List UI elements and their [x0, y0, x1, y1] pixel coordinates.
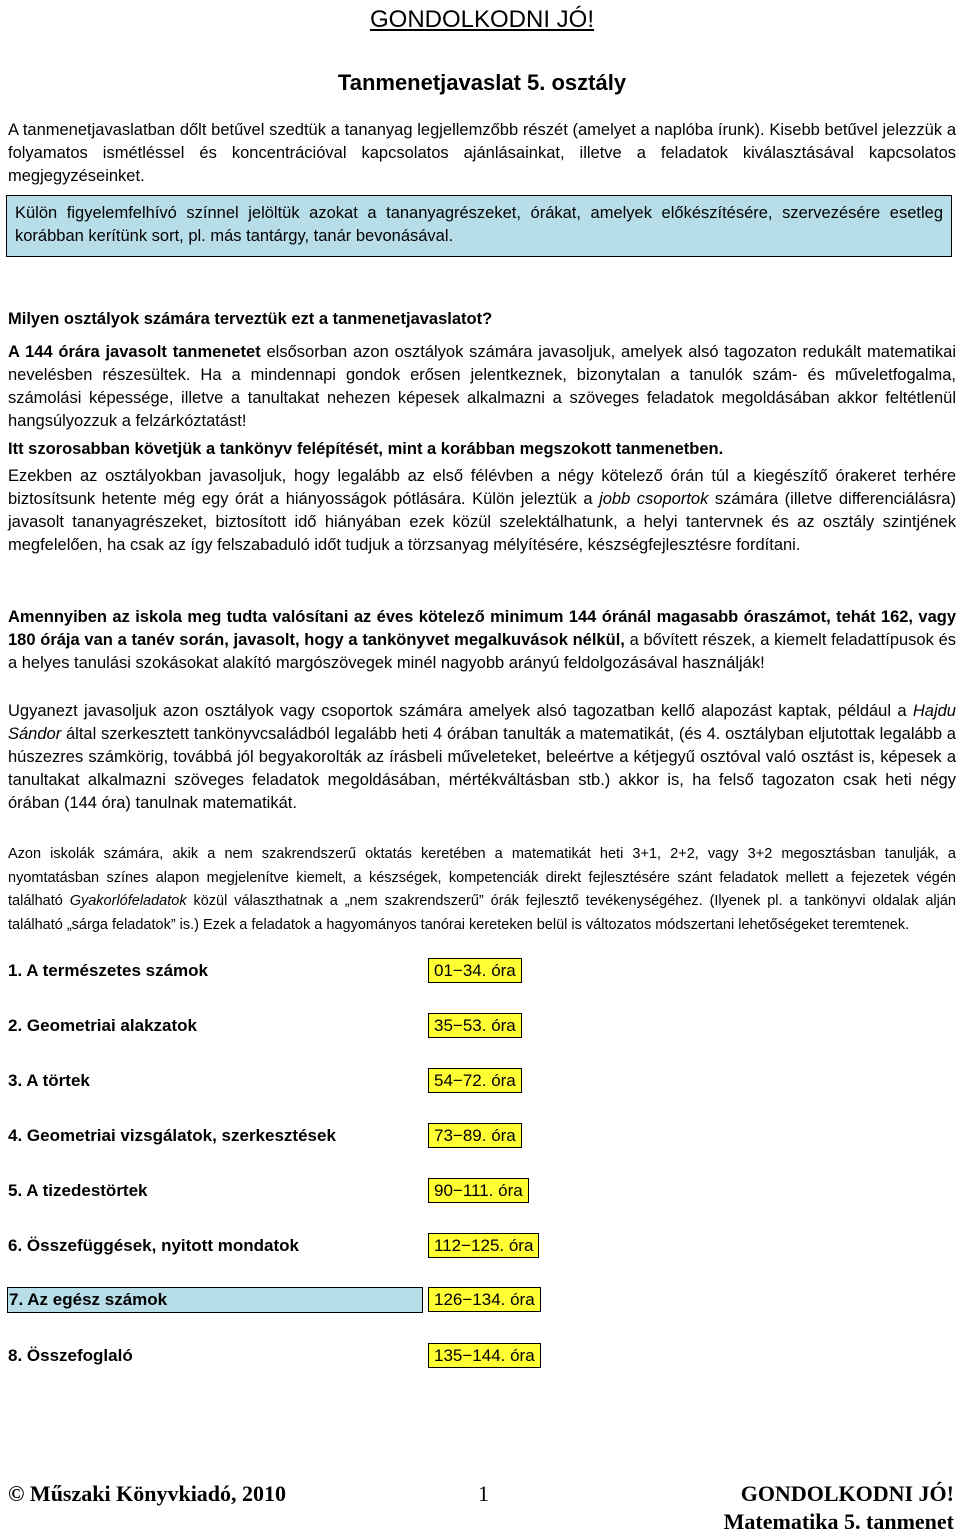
paragraph-bold-lead: A 144 órára javasolt tanmenetet: [8, 343, 261, 361]
paragraph-body: számára (illetve differenciálásra) javasolt tananyagrészeket, biztosított idő hiányában ezek közül szelektálhatunk, a helyi tantervnek és az osztály szintjének megfelelően, ha csak az így felszabaduló időt tudjuk a törzsanyag mélyítésére, készségfejlesztésre fordítani.: [8, 490, 956, 554]
document-title: GONDOLKODNI JÓ!: [369, 6, 595, 33]
page-number: 1: [478, 1481, 489, 1506]
chapter-row: [8, 1069, 608, 1093]
chapter-range: 35−53. óra: [428, 1013, 522, 1038]
chapter-range: 90−111. óra: [428, 1178, 529, 1203]
paragraph-body: a bővített részek, a kiemelt feladattípusok és a helyes tanulási szokásokat alakító margószövegek minél nagyobb arányú feldolgozásával használják!: [8, 631, 957, 672]
chapter-title: 3. A törtek: [8, 1071, 90, 1090]
footer-subject: Matematika 5. tanmenet: [723, 1509, 954, 1534]
chapter-title: 4. Geometriai vizsgálatok, szerkesztések: [8, 1126, 336, 1145]
chapter-row: [8, 1179, 608, 1203]
chapter-title: 1. A természetes számok: [8, 961, 209, 980]
chapter-row: [8, 1234, 608, 1258]
chapter-range: 73−89. óra: [428, 1123, 522, 1148]
paragraph-same-recommendation: [8, 700, 956, 815]
highlight-callout: [6, 195, 952, 257]
footer-publisher: © Műszaki Könyvkiadó, 2010: [8, 1481, 287, 1506]
italic-term: Hajdu Sándor: [8, 702, 956, 743]
footer-brand: [724, 1480, 954, 1536]
callout-text: Külön figyelemfelhívó színnel jelöltük azokat a tananyagrészeket, órákat, amelyek előkészítésére, szervezésére esetleg korábban kerítünk sort, pl. más tantárgy, tanár bevonásával.: [15, 204, 943, 245]
italic-term: jobb csoportok: [599, 490, 709, 508]
paragraph-body: Ezekben az osztályokban javasoljuk, hogy legalább az első félévben a négy kötelező órán túl a kiegészítő órakeret terhére biztosítsunk hetente még egy órát a hiányosságok pótlására. Külön jeleztük a: [8, 467, 956, 508]
paragraph-144-hours: [8, 341, 956, 433]
paragraph-body: által szerkesztett tankönyvcsaládból legalább heti 4 órában tanulták a matematikát, (és 4. osztályban eljutottak legalább a húszezres számkörig, továbbá jól begyakorolták az írásbeli műveleteket, beleértve a kétjegyű osztóval való osztást is, képesek a tanultakat alkalmazni szöveges feladatok megoldásában, mértékváltásban stb.) akkor is, ha felső tagozaton csak heti négy órában (144 óra) tanulnak matematikát.: [8, 725, 956, 812]
italic-term: Gyakorlófeladatok: [69, 893, 187, 909]
chapter-title: 8. Összefoglaló: [8, 1346, 133, 1365]
chapter-title: 2. Geometriai alakzatok: [8, 1016, 197, 1035]
chapter-row: [8, 1124, 608, 1148]
chapter-title: 5. A tizedestörtek: [8, 1181, 148, 1200]
document-subtitle: Tanmenetjavaslat 5. osztály: [337, 70, 627, 95]
paragraph-body: közül választhatnak a „nem szakrendszerű” órák fejlesztő tevékenységéhez. (Ilyenek pl. a tankönyvi oldalak alján található „sárga feladatok” is.) Ezek a feladatok a hagyományos tanórai kereteken belül is változatos módszertani lehetőségeket teremtenek.: [8, 893, 956, 933]
chapter-range: 01−34. óra: [428, 958, 522, 983]
chapter-row: [8, 959, 608, 983]
chapter-row-highlighted: [8, 1288, 608, 1312]
paragraph-body: Azon iskolák számára, akik a nem szakrendszerű oktatás keretében a matematikát heti 3+1, 2+2, vagy 3+2 megosztásban tanulják, a nyomtatásban színes alapon megjelenítve kiemelt, a készségek, kompetenciák direkt fejlesztésére szánt feladatok mellett a fejezetek végén található: [8, 846, 956, 909]
intro-paragraph: A tanmenetjavaslatban dőlt betűvel szedtük a tananyag legjellemzőbb részét (amelyet a naplóba írunk). Kisebb betűvel jelezzük a folyamatos ismétléssel és koncentrációval kapcsolatos ajánlásainkat, illetve a feladatok kiválasztásával kapcsolatos megjegyzéseinket.: [8, 121, 956, 185]
chapter-title: 6. Összefüggések, nyitott mondatok: [8, 1236, 299, 1255]
chapter-row: [8, 1344, 608, 1368]
paragraph-extra-hours: [8, 465, 956, 557]
paragraph-body: elsősorban azon osztályok számára javasoljuk, amelyek alsó tagozaton redukált matematikai nevelésben részesültek. Ha a mindennapi gondok erősen jelentkeznek, bizonytalan a tanulók szám- és műveletfogalma, számolási képessége, illetve a tanultakat nehezen képesek alkalmazni a szöveges feladatok megoldásában akkor feltétlenül hangsúlyozzuk a felzárkóztatást!: [8, 343, 956, 430]
chapter-row: [8, 1014, 608, 1038]
chapter-range: 126−134. óra: [428, 1287, 541, 1312]
footer-brand-title: GONDOLKODNI JÓ!: [740, 1481, 954, 1506]
paragraph-nonspecialist: [8, 843, 956, 937]
paragraph-body: Ugyanezt javasoljuk azon osztályok vagy csoportok számára amelyek alsó tagozatban kellő alapozást kaptak, például a: [8, 702, 913, 720]
chapter-range: 54−72. óra: [428, 1068, 522, 1093]
chapter-range: 135−144. óra: [428, 1343, 541, 1368]
paragraph-textbook-note: Itt szorosabban követjük a tankönyv felépítését, mint a korábban megszokott tanmenetben.: [8, 440, 724, 458]
chapter-range: 112−125. óra: [428, 1233, 539, 1258]
paragraph-higher-hours: [8, 606, 956, 675]
section-question: Milyen osztályok számára terveztük ezt a tanmenetjavaslatot?: [8, 310, 493, 328]
paragraph-bold-lead: Amennyiben az iskola meg tudta valósítani az éves kötelező minimum 144 óránál magasabb óraszámot, tehát 162, vagy 180 órája van a tanév során, javasolt, hogy a tankönyvet megalkuvások nélkül,: [8, 608, 956, 649]
chapter-title: 7. Az egész számok: [7, 1287, 423, 1313]
